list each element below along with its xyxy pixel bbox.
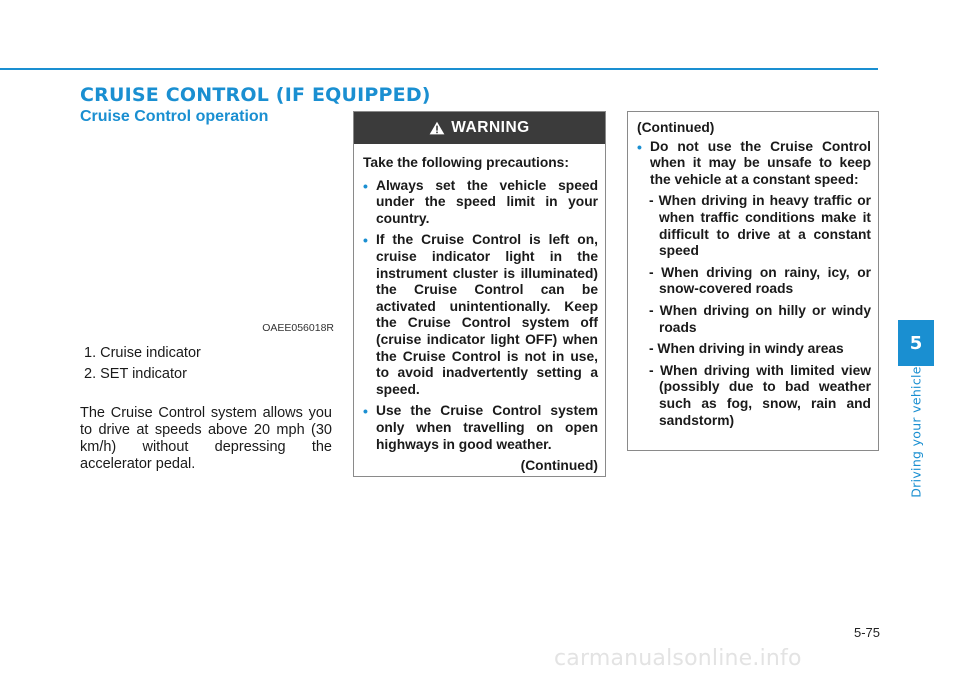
condition-item: - When driving in heavy traffic or when traffic conditions make it difficult to drive at a constant speed [649, 193, 871, 259]
condition-item: - When driving with limited view (possibly due to bad weather such as fog, snow, rain and sandstorm) [649, 362, 871, 428]
chapter-label: Driving your vehicle [908, 366, 924, 498]
subsection-title: Cruise Control operation [80, 108, 269, 125]
body-paragraph: The Cruise Control system allows you to drive at speeds above 20 mph (30 km/h) without depressing the accelerator pedal. [80, 405, 332, 472]
warning-box [353, 111, 606, 477]
warning-title: WARNING [451, 119, 530, 136]
condition-item: - When driving on rainy, icy, or snow-covered roads [649, 264, 871, 297]
warning-intro: Take the following precautions: [363, 155, 569, 170]
continued-content [628, 112, 878, 429]
header-rule [0, 68, 878, 70]
warning-triangle-icon [429, 121, 445, 135]
continued-warning-box [627, 111, 879, 451]
condition-item: - When driving on hilly or windy roads [649, 302, 871, 335]
figure-code: OAEE056018R [262, 322, 334, 334]
condition-item: - When driving in windy areas [649, 341, 844, 357]
watermark: carmanualsonline.info [554, 646, 802, 671]
condition-list [637, 193, 871, 429]
warning-content [354, 144, 605, 475]
chapter-number-tab: 5 [898, 320, 934, 366]
warning-bullet: • Use the Cruise Control system only when travelling on open highways in good weather. [363, 403, 598, 453]
section-title: CRUISE CONTROL (IF EQUIPPED) [80, 84, 431, 106]
caption-list [84, 344, 201, 386]
caption-item: 1. Cruise indicator [84, 345, 201, 361]
caption-item: 2. SET indicator [84, 366, 187, 382]
warning-bullet: • If the Cruise Control is left on, cruise indicator light in the instrument cluster is illuminated) the Cruise Control can be activated unintentionally. Keep the Cruise Control system off (cruise indicator light OFF) when the Cruise Control is not in use, to avoid inadvertently setting a speed. [363, 232, 598, 398]
continued-heading: (Continued) [637, 120, 715, 135]
continued-label: (Continued) [520, 458, 598, 474]
warning-bullet: • Always set the vehicle speed under the speed limit in your country. [363, 178, 598, 228]
continued-bullet: • Do not use the Cruise Control when it may be unsafe to keep the vehicle at a constant speed: [637, 139, 871, 189]
warning-header [354, 112, 605, 144]
page-number: 5-75 [853, 625, 880, 640]
